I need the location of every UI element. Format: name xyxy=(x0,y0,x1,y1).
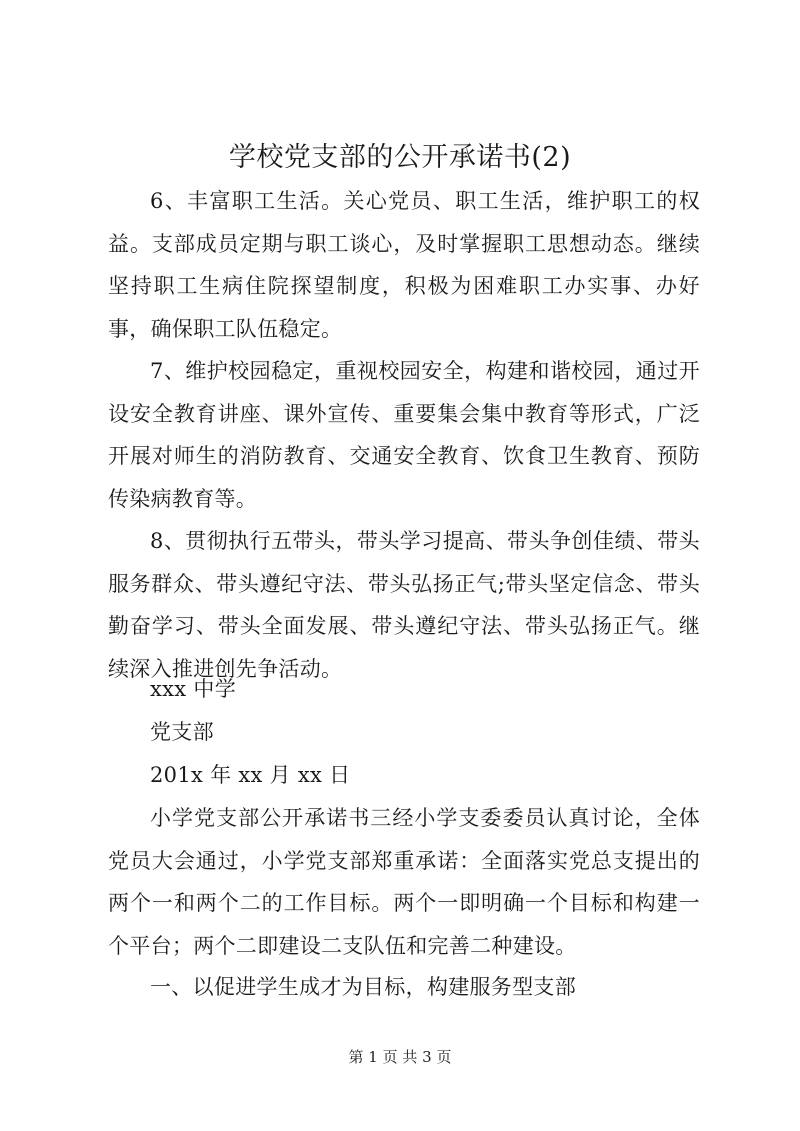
signature-branch: 党支部 xyxy=(150,720,214,744)
document-title: 学校党支部的公开承诺书(2) xyxy=(228,142,572,173)
paragraph-item-8: 8、贯彻执行五带头，带头学习提高、带头争创佳绩、带头服务群众、带头遵纪守法、带头弘扬正气;带头坚定信念、带头勤奋学习、带头全面发展、带头遵纪守法、带头弘扬正气。继续深入推进创先争活动。 xyxy=(108,529,700,681)
paragraph-commitment-intro: 小学党支部公开承诺书三经小学支委委员认真讨论，全体党员大会通过，小学党支部郑重承诺：全面落实党总支提出的两个一和两个二的工作目标。两个一即明确一个目标和构建一个平台；两个二即建设二支队伍和完善二种建设。 xyxy=(108,806,700,958)
page-footer: 第 1 页 共 3 页 xyxy=(348,1048,452,1066)
paragraph-item-6: 6、丰富职工生活。关心党员、职工生活，维护职工的权益。支部成员定期与职工谈心，及时掌握职工思想动态。继续坚持职工生病住院探望制度，积极为困难职工办实事、办好事，确保职工队伍稳定。 xyxy=(108,189,700,341)
section-heading-one: 一、以促进学生成才为目标，构建服务型支部 xyxy=(150,975,576,999)
paragraph-item-7: 7、维护校园稳定，重视校园安全，构建和谐校园，通过开设安全教育讲座、课外宣传、重要集会集中教育等形式，广泛开展对师生的消防教育、交通安全教育、饮食卫生教育、预防传染病教育等。 xyxy=(108,359,700,511)
signature-date: 201x 年 xx 月 xx 日 xyxy=(150,763,351,787)
signature-school: xxx 中学 xyxy=(150,677,237,701)
